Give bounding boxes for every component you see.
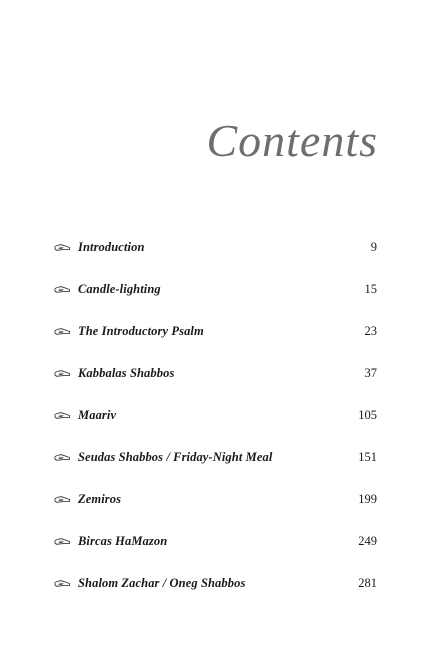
toc-entry[interactable] <box>54 562 377 604</box>
toc-entry-page-number: 199 <box>358 491 377 506</box>
toc-entry-title: Bircas HaMazon <box>78 533 168 548</box>
pointing-hand-icon <box>54 367 70 379</box>
toc-entry-title: Seudas Shabbos / Friday-Night Meal <box>78 449 273 464</box>
toc-entry-title: Maariv <box>78 407 117 422</box>
page-title: Contents <box>206 115 378 166</box>
toc-entry[interactable] <box>54 352 377 394</box>
toc-entry-title: Shalom Zachar / Oneg Shabbos <box>78 575 246 590</box>
toc-entry-page-number: 23 <box>364 323 377 338</box>
toc-entry-title: Introduction <box>78 239 145 254</box>
toc-entry-page-number: 249 <box>358 533 377 548</box>
toc-entry-page-number: 105 <box>358 407 377 422</box>
pointing-hand-icon <box>54 493 70 505</box>
toc-entry-title: Zemiros <box>78 491 122 506</box>
table-of-contents <box>54 226 377 604</box>
toc-entry[interactable] <box>54 226 377 268</box>
toc-entry[interactable] <box>54 268 377 310</box>
toc-entry[interactable] <box>54 310 377 352</box>
toc-entry-title: Candle-lighting <box>78 281 161 296</box>
toc-entry-title: Kabbalas Shabbos <box>78 365 175 380</box>
pointing-hand-icon <box>54 577 70 589</box>
toc-entry-page-number: 37 <box>364 365 377 380</box>
toc-entry-title: The Introductory Psalm <box>78 323 204 338</box>
toc-entry-page-number: 15 <box>364 281 377 296</box>
toc-entry[interactable] <box>54 436 377 478</box>
pointing-hand-icon <box>54 283 70 295</box>
pointing-hand-icon <box>54 325 70 337</box>
pointing-hand-icon <box>54 451 70 463</box>
toc-entry[interactable] <box>54 478 377 520</box>
toc-entry-page-number: 9 <box>370 239 377 254</box>
toc-entry-page-number: 281 <box>358 575 377 590</box>
toc-entry[interactable] <box>54 394 377 436</box>
toc-entry[interactable] <box>54 520 377 562</box>
pointing-hand-icon <box>54 535 70 547</box>
pointing-hand-icon <box>54 409 70 421</box>
toc-entry-page-number: 151 <box>358 449 377 464</box>
pointing-hand-icon <box>54 241 70 253</box>
